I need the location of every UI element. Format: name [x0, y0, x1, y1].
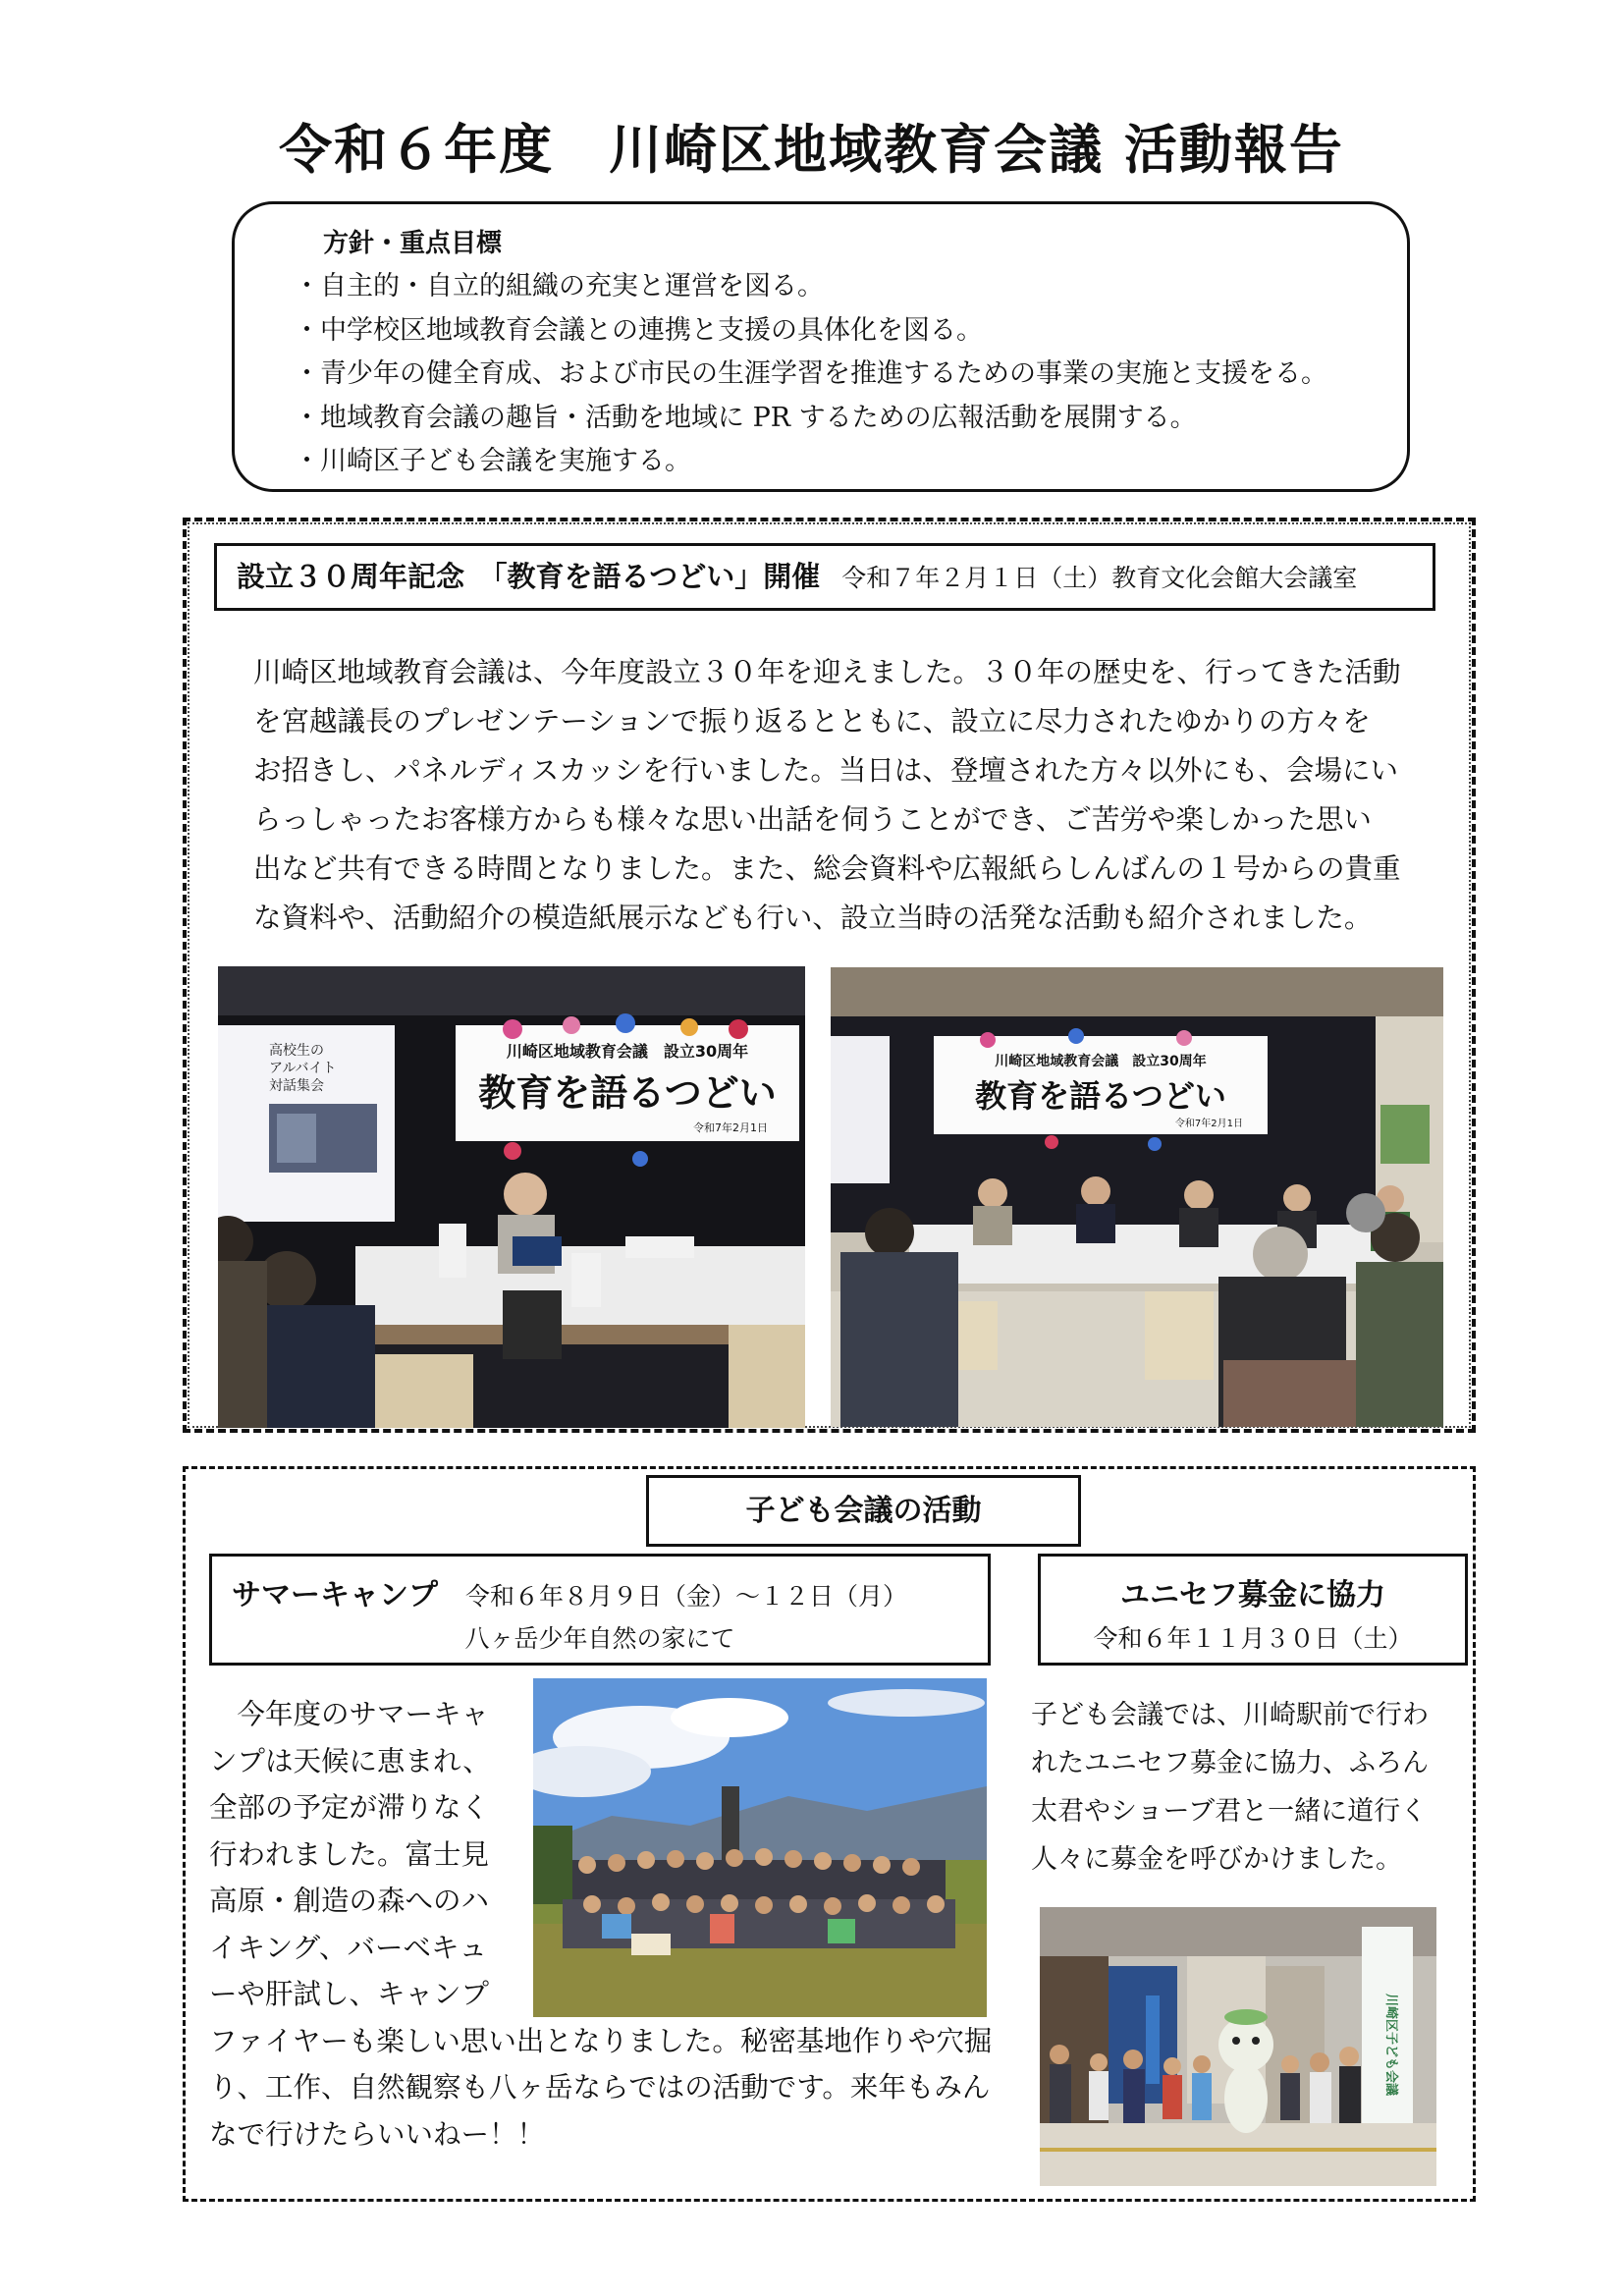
- camp-text-line: なで行けたらいいねー！！: [209, 2117, 546, 2151]
- unicef-date: 令和６年１１月３０日（土）: [1093, 1624, 1413, 1653]
- paragraph-line: らっしゃったお客様方からも様々な思い出話を伺うことができ、ご苦労や楽しかった思い: [253, 803, 1372, 836]
- page-title: 令和６年度 川崎区地域教育会議 活動報告: [279, 119, 1344, 181]
- summer-camp-heading-box: [209, 1554, 991, 1666]
- paragraph-line: お招きし、パネルディスカッシを行いました。当日は、登壇された方々以外にも、会場にい: [253, 754, 1398, 787]
- summer-camp-date: 令和６年８月９日（金）～１２日（月）: [465, 1582, 908, 1611]
- unicef-text-line: 太君やショーブ君と一緒に道行く: [1031, 1796, 1428, 1827]
- banner-text: 教育を語るつどい: [478, 1071, 777, 1115]
- photo-unicef-fundraising: [1040, 1907, 1436, 2186]
- photo-summer-camp-group: [533, 1678, 987, 2017]
- summer-camp-place: 八ヶ岳少年自然の家にて: [464, 1624, 735, 1653]
- camp-text-line: イキング、バーベキュ: [209, 1931, 488, 1964]
- banner-text: 教育を語るつどい: [975, 1077, 1226, 1115]
- policy-item: ・青少年の健全育成、および市民の生涯学習を推進するための事業の実施と支援をる。: [294, 358, 1327, 389]
- camp-text-line: 今年度のサマーキャ: [209, 1698, 490, 1730]
- camp-text-line: ファイヤーも楽しい思い出となりました。秘密基地作りや穴掘: [209, 2024, 993, 2057]
- banner-text: 川崎区地域教育会議 設立30周年: [506, 1042, 749, 1061]
- policy-item: ・地域教育会議の趣旨・活動を地域に PR するための広報活動を展開する。: [294, 402, 1197, 433]
- screen-text: アルバイト: [269, 1061, 337, 1076]
- banner-text: 令和7年2月1日: [1174, 1119, 1243, 1129]
- anniversary-heading-box: [214, 543, 1435, 611]
- screen-text: 高校生の: [269, 1043, 324, 1059]
- anniversary-heading: 設立３０周年記念 「教育を語るつどい」開催: [237, 560, 821, 593]
- policy-heading: 方針・重点目標: [323, 229, 503, 258]
- camp-text-line: 行われました。富士見: [209, 1837, 490, 1871]
- camp-text-line: り、工作、自然観察も八ヶ岳ならではの活動です。来年もみん: [209, 2071, 991, 2104]
- unicef-text-line: 子ども会議では、川崎駅前で行わ: [1031, 1700, 1429, 1730]
- paragraph-line: を宮越議長のプレゼンテーションで振り返るとともに、設立に尽力されたゆかりの方々を: [253, 705, 1371, 738]
- unicef-text: [1031, 1691, 1429, 1884]
- policy-item: ・中学校区地域教育会議との連携と支援の具体化を図る。: [294, 314, 983, 346]
- banner-text: 令和7年2月1日: [693, 1121, 768, 1134]
- policy-item: ・川崎区子ども会議を実施する。: [294, 446, 691, 476]
- unicef-heading-box: [1038, 1554, 1468, 1666]
- camp-text-line: ンプは天候に恵まれ、: [209, 1744, 491, 1777]
- photo-presentation: [218, 966, 805, 1428]
- unicef-title: ユニセフ募金に協力: [1120, 1578, 1385, 1613]
- camp-text-line: 全部の予定が滞りなく: [209, 1791, 490, 1824]
- paragraph-line: 出など共有できる時間となりました。また、総会資料や広報紙らしんばんの１号からの貴重: [253, 852, 1401, 885]
- summer-camp-title: サマーキャンプ: [232, 1578, 438, 1613]
- camp-text-line: 高原・創造の森へのハ: [209, 1885, 490, 1917]
- screen-text: 対話集会: [269, 1078, 324, 1094]
- photo-panel-discussion: [831, 967, 1443, 1427]
- banner-text: 川崎区子ども会議: [1383, 1993, 1398, 2097]
- anniversary-date-place: 令和７年２月１日（土）教育文化会館大会議室: [841, 564, 1358, 592]
- policy-item: ・自主的・自立的組織の充実と運営を図る。: [294, 271, 824, 301]
- policy-box: [232, 201, 1410, 492]
- anniversary-paragraph: [253, 648, 1432, 943]
- camp-text-line: ーや肝試し、キャンプ: [209, 1978, 490, 2010]
- children-heading: 子ども会議の活動: [646, 1475, 1081, 1547]
- paragraph-line: な資料や、活動紹介の模造紙展示なども行い、設立当時の活発な活動も紹介されました。: [253, 902, 1373, 934]
- unicef-text-line: れたユニセフ募金に協力、ふろん: [1031, 1748, 1429, 1778]
- unicef-text-line: 人々に募金を呼びかけました。: [1031, 1844, 1402, 1875]
- paragraph-line: 川崎区地域教育会議は、今年度設立３０年を迎えました。３０年の歴史を、行ってきた活動: [253, 656, 1401, 688]
- banner-text: 川崎区地域教育会議 設立30周年: [995, 1054, 1207, 1069]
